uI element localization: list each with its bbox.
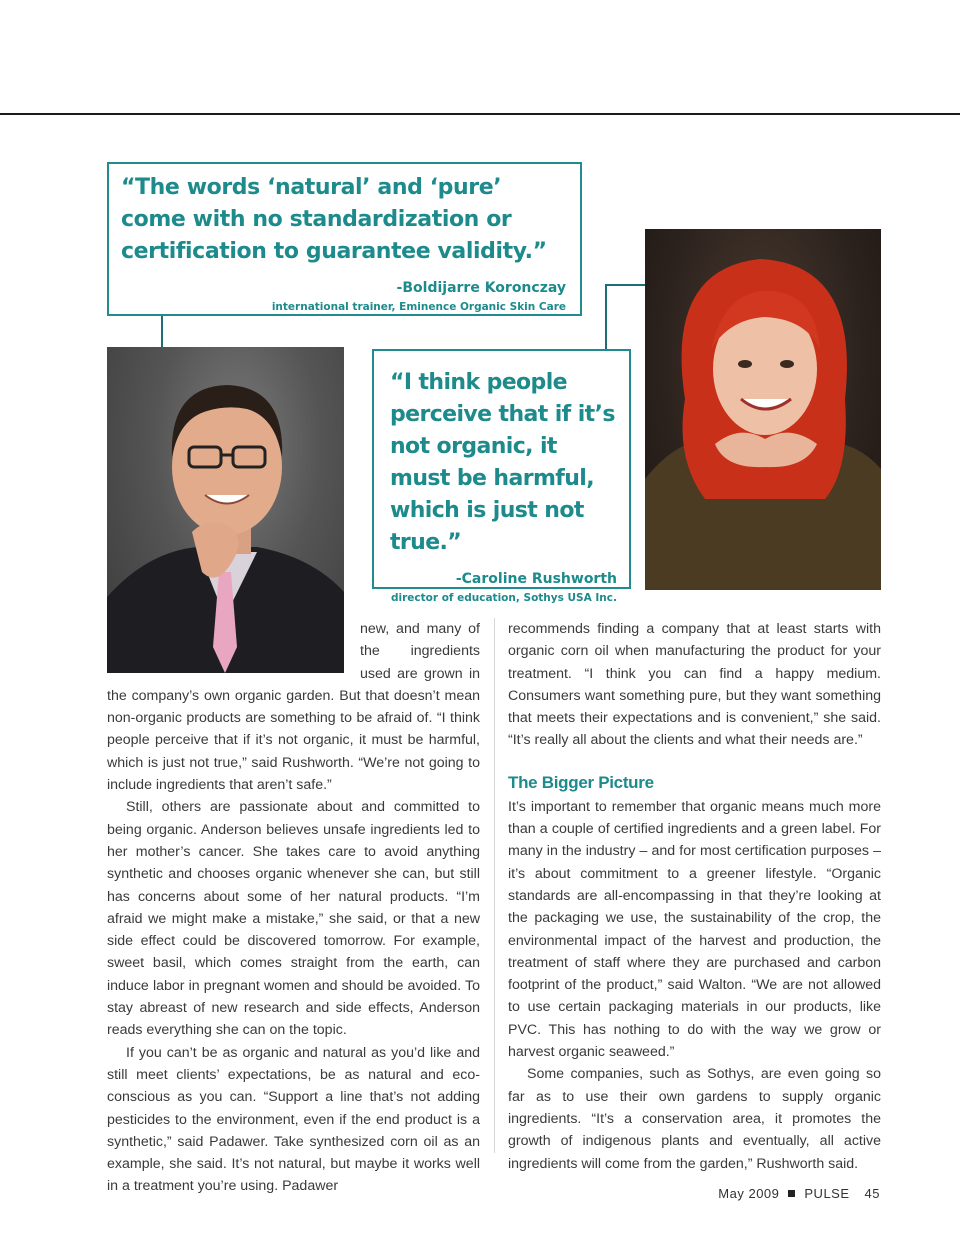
pull-quote-rushworth	[372, 349, 631, 604]
column-divider	[494, 618, 495, 1153]
pull-quote-author-title: international trainer, Eminence Organic Skin Care	[271, 301, 566, 313]
text-wrap-spacer	[107, 618, 360, 684]
footer-page-number: 45	[864, 1186, 880, 1201]
article-paragraph: If you can’t be as organic and natural as you’d like and still meet clients’ expectations, be as natural and eco-conscious as you can. “Support a line that’s not adding pesticides to the environment, even if the end product is a synthetic,” said Padawer. Take synthesized corn oil as an example, she said. It’s not natural, but maybe it works well in a treatment you’re using. Padawer	[107, 1044, 480, 1195]
section-subhead: The Bigger Picture	[508, 772, 654, 792]
woman-portrait-illustration	[645, 229, 881, 590]
page-footer	[718, 1186, 880, 1201]
article-paragraph: new, and many of the ingredients used are grown in the company’s own organic garden. But that doesn’t mean non-organic products are something to be afraid of. “I think people perceive that if it’s not organic, it must be harmful, which is just not true,” said Rushworth. “We’re not going to include ingredients that aren’t safe.”	[107, 621, 480, 794]
footer-square-icon	[788, 1190, 795, 1197]
article-column-left	[107, 618, 480, 1198]
pull-quote-author-title: director of education, Sothys USA Inc.	[390, 592, 617, 604]
pull-quote-author: -Boldijarre Koronczay	[396, 280, 566, 296]
footer-date: May 2009	[718, 1186, 780, 1201]
pull-quote-author: -Caroline Rushworth	[455, 571, 617, 587]
connector-line	[605, 284, 607, 349]
article-paragraph: recommends finding a company that at least starts with organic corn oil when manufacturing the product for your treatment. “I think you can find a happy medium. Consumers want something pure, but they want something that meets their expectations and is convenient,” she said. “It’s really all about the clients and what their needs are.”	[508, 621, 881, 749]
pull-quote-text: “The words ‘natural’ and ‘pure’ come with no standardization or certification to guarantee validity.”	[121, 175, 547, 264]
footer-magazine-name: PULSE	[804, 1186, 850, 1201]
article-paragraph: Some companies, such as Sothys, are even going so far as to use their own gardens to supply organic ingredients. “It’s a conservation area, it promotes the growth of indigenous plants and eventually, all active ingredients will come from the garden,” Rushworth said.	[508, 1066, 881, 1172]
top-rule	[0, 113, 960, 115]
pull-quote-koronczay	[107, 162, 582, 316]
photo-woman-portrait	[645, 229, 881, 590]
pull-quote-text: “I think people perceive that if it’s not organic, it must be harmful, which is just not true.”	[390, 370, 615, 555]
article-paragraph: It’s important to remember that organic means much more than a couple of certified ingredients and a green label. For many in the industry – and for most certification purposes – it’s about commitment to a greener lifestyle. “Organic standards are all-encompassing in that they’re looking at the packaging we use, the sustainability of the crop, the environmental impact of the harvest and production, the treatment of staff where they are purchased and carbon footprint of the product,” said Walton. “We are not allowed to use certain packaging materials in our products, like PVC. This has nothing to do with the way we grow or harvest organic seaweed.”	[508, 798, 881, 1061]
article-column-right	[508, 618, 881, 1175]
article-paragraph: Still, others are passionate about and committed to being organic. Anderson believes unsafe ingredients led to her mother’s cancer. She takes care to avoid anything synthetic and chooses organic whenever she can, but still has concerns about some of her natural products. “I’m afraid we might make a mistake,” she said, or that a new side effect could be discovered tomorrow. For example, sweet basil, which comes straight from the earth, can induce labor in pregnant women and should be avoided. To stay abreast of new research and side effects, Anderson reads everything she can on the topic.	[107, 799, 480, 1039]
